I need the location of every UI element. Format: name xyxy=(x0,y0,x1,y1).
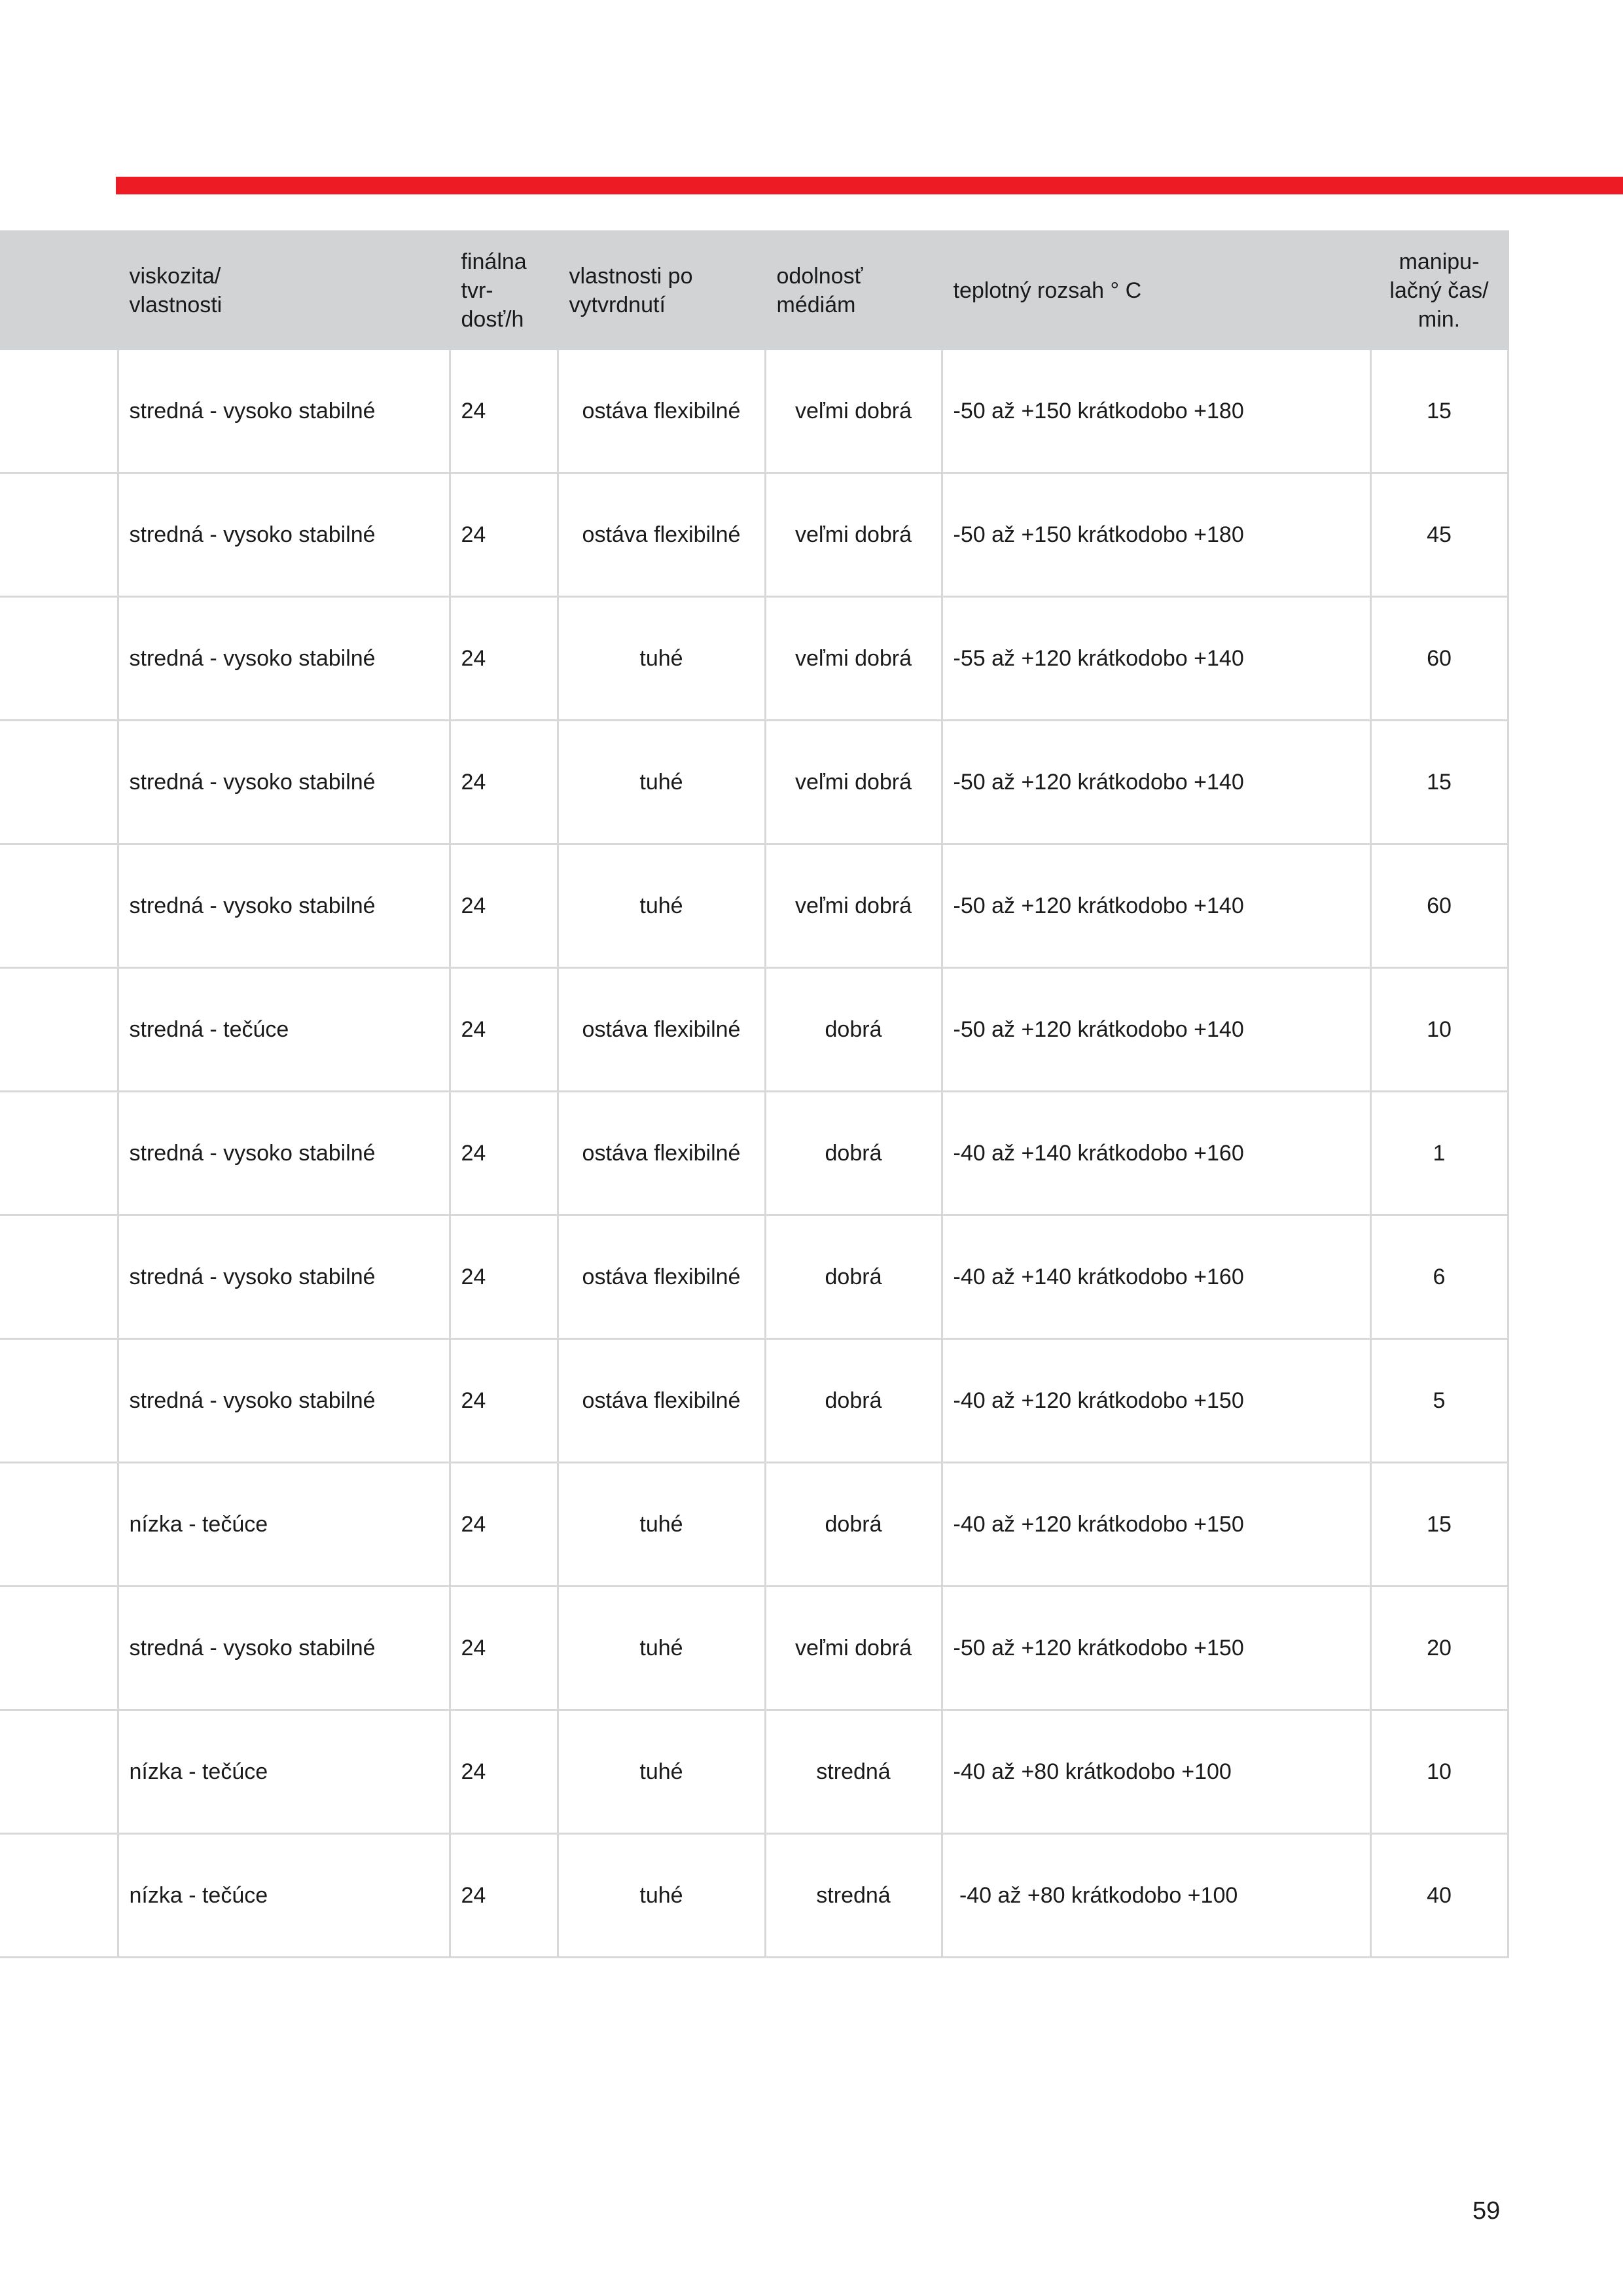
media-resistance-cell: dobrá xyxy=(765,1463,942,1587)
temperature-range-cell: -40 až +140 krátkodobo +160 xyxy=(942,1092,1370,1215)
handling-time-cell: 1 xyxy=(1370,1092,1508,1215)
cured-properties-cell: ostáva flexibilné xyxy=(558,1092,765,1215)
final-hardness-cell: 24 xyxy=(450,968,558,1092)
media-resistance-cell: dobrá xyxy=(765,1339,942,1463)
table-header xyxy=(0,232,1508,350)
table-row xyxy=(0,721,1508,844)
product-cell xyxy=(0,473,118,597)
viscosity-cell: nízka - tečúce xyxy=(118,1710,450,1834)
media-resistance-cell: stredná xyxy=(765,1834,942,1958)
media-resistance-cell: stredná xyxy=(765,1710,942,1834)
table-row xyxy=(0,597,1508,721)
handling-time-cell: 45 xyxy=(1370,473,1508,597)
media-resistance-cell: dobrá xyxy=(765,968,942,1092)
table-row xyxy=(0,1092,1508,1215)
table-row xyxy=(0,1834,1508,1958)
product-cell xyxy=(0,1587,118,1710)
header-final-hardness: finálna tvr- dosť/h xyxy=(450,232,558,350)
header-handling-time: manipu- lačný čas/ min. xyxy=(1370,232,1508,350)
final-hardness-cell: 24 xyxy=(450,1710,558,1834)
final-hardness-cell: 24 xyxy=(450,1215,558,1339)
cured-properties-cell: tuhé xyxy=(558,1587,765,1710)
cured-properties-cell: tuhé xyxy=(558,1834,765,1958)
header-viscosity: viskozita/ vlastnosti xyxy=(118,232,450,350)
cured-properties-cell: ostáva flexibilné xyxy=(558,350,765,473)
viscosity-cell: stredná - vysoko stabilné xyxy=(118,1339,450,1463)
media-resistance-cell: veľmi dobrá xyxy=(765,350,942,473)
temperature-range-cell: -40 až +140 krátkodobo +160 xyxy=(942,1215,1370,1339)
final-hardness-cell: 24 xyxy=(450,721,558,844)
media-resistance-cell: veľmi dobrá xyxy=(765,1587,942,1710)
table-row xyxy=(0,1215,1508,1339)
media-resistance-cell: dobrá xyxy=(765,1092,942,1215)
cured-properties-cell: tuhé xyxy=(558,721,765,844)
cured-properties-cell: ostáva flexibilné xyxy=(558,473,765,597)
header-cured-properties: vlastnosti po vytvrdnutí xyxy=(558,232,765,350)
temperature-range-cell: -50 až +150 krátkodobo +180 xyxy=(942,473,1370,597)
viscosity-cell: stredná - vysoko stabilné xyxy=(118,721,450,844)
cured-properties-cell: tuhé xyxy=(558,844,765,968)
temperature-range-cell: -40 až +120 krátkodobo +150 xyxy=(942,1463,1370,1587)
product-cell xyxy=(0,1463,118,1587)
table-row xyxy=(0,1710,1508,1834)
viscosity-cell: stredná - vysoko stabilné xyxy=(118,1587,450,1710)
table-row xyxy=(0,350,1508,473)
handling-time-cell: 5 xyxy=(1370,1339,1508,1463)
viscosity-cell: stredná - vysoko stabilné xyxy=(118,473,450,597)
header-media-resistance: odolnosť médiám xyxy=(765,232,942,350)
product-cell xyxy=(0,350,118,473)
temperature-range-cell: -50 až +120 krátkodobo +140 xyxy=(942,844,1370,968)
product-cell xyxy=(0,968,118,1092)
temperature-range-cell: -50 až +120 krátkodobo +140 xyxy=(942,968,1370,1092)
handling-time-cell: 60 xyxy=(1370,597,1508,721)
temperature-range-cell: -40 až +80 krátkodobo +100 xyxy=(942,1834,1370,1958)
table-row xyxy=(0,1339,1508,1463)
temperature-range-cell: -50 až +120 krátkodobo +140 xyxy=(942,721,1370,844)
table-row xyxy=(0,968,1508,1092)
final-hardness-cell: 24 xyxy=(450,473,558,597)
cured-properties-cell: ostáva flexibilné xyxy=(558,1339,765,1463)
final-hardness-cell: 24 xyxy=(450,1463,558,1587)
viscosity-cell: stredná - tečúce xyxy=(118,968,450,1092)
temperature-range-cell: -55 až +120 krátkodobo +140 xyxy=(942,597,1370,721)
header-temperature-range: teplotný rozsah ° C xyxy=(942,232,1370,350)
accent-bar xyxy=(116,177,1623,194)
product-cell xyxy=(0,1339,118,1463)
product-cell xyxy=(0,597,118,721)
handling-time-cell: 15 xyxy=(1370,1463,1508,1587)
header-row xyxy=(0,232,1508,350)
handling-time-cell: 15 xyxy=(1370,350,1508,473)
cured-properties-cell: ostáva flexibilné xyxy=(558,1215,765,1339)
media-resistance-cell: veľmi dobrá xyxy=(765,721,942,844)
cured-properties-cell: ostáva flexibilné xyxy=(558,968,765,1092)
final-hardness-cell: 24 xyxy=(450,844,558,968)
page-number: 59 xyxy=(1472,2197,1501,2225)
handling-time-cell: 10 xyxy=(1370,1710,1508,1834)
final-hardness-cell: 24 xyxy=(450,597,558,721)
product-cell xyxy=(0,1215,118,1339)
final-hardness-cell: 24 xyxy=(450,350,558,473)
handling-time-cell: 6 xyxy=(1370,1215,1508,1339)
product-table-wrapper xyxy=(0,230,1508,1958)
product-cell xyxy=(0,1092,118,1215)
media-resistance-cell: veľmi dobrá xyxy=(765,844,942,968)
handling-time-cell: 20 xyxy=(1370,1587,1508,1710)
product-cell xyxy=(0,721,118,844)
handling-time-cell: 60 xyxy=(1370,844,1508,968)
product-cell xyxy=(0,844,118,968)
media-resistance-cell: veľmi dobrá xyxy=(765,597,942,721)
table-body xyxy=(0,350,1508,1958)
handling-time-cell: 40 xyxy=(1370,1834,1508,1958)
product-cell xyxy=(0,1710,118,1834)
table-row xyxy=(0,1587,1508,1710)
viscosity-cell: stredná - vysoko stabilné xyxy=(118,350,450,473)
handling-time-cell: 15 xyxy=(1370,721,1508,844)
temperature-range-cell: -40 až +120 krátkodobo +150 xyxy=(942,1339,1370,1463)
viscosity-cell: nízka - tečúce xyxy=(118,1834,450,1958)
viscosity-cell: stredná - vysoko stabilné xyxy=(118,1215,450,1339)
media-resistance-cell: dobrá xyxy=(765,1215,942,1339)
viscosity-cell: nízka - tečúce xyxy=(118,1463,450,1587)
header-product xyxy=(0,232,118,350)
table-row xyxy=(0,473,1508,597)
product-cell xyxy=(0,1834,118,1958)
final-hardness-cell: 24 xyxy=(450,1587,558,1710)
media-resistance-cell: veľmi dobrá xyxy=(765,473,942,597)
final-hardness-cell: 24 xyxy=(450,1092,558,1215)
temperature-range-cell: -40 až +80 krátkodobo +100 xyxy=(942,1710,1370,1834)
cured-properties-cell: tuhé xyxy=(558,597,765,721)
temperature-range-cell: -50 až +120 krátkodobo +150 xyxy=(942,1587,1370,1710)
viscosity-cell: stredná - vysoko stabilné xyxy=(118,844,450,968)
viscosity-cell: stredná - vysoko stabilné xyxy=(118,1092,450,1215)
handling-time-cell: 10 xyxy=(1370,968,1508,1092)
cured-properties-cell: tuhé xyxy=(558,1463,765,1587)
table-row xyxy=(0,844,1508,968)
temperature-range-cell: -50 až +150 krátkodobo +180 xyxy=(942,350,1370,473)
table-row xyxy=(0,1463,1508,1587)
product-properties-table xyxy=(0,230,1509,1958)
final-hardness-cell: 24 xyxy=(450,1834,558,1958)
final-hardness-cell: 24 xyxy=(450,1339,558,1463)
viscosity-cell: stredná - vysoko stabilné xyxy=(118,597,450,721)
cured-properties-cell: tuhé xyxy=(558,1710,765,1834)
